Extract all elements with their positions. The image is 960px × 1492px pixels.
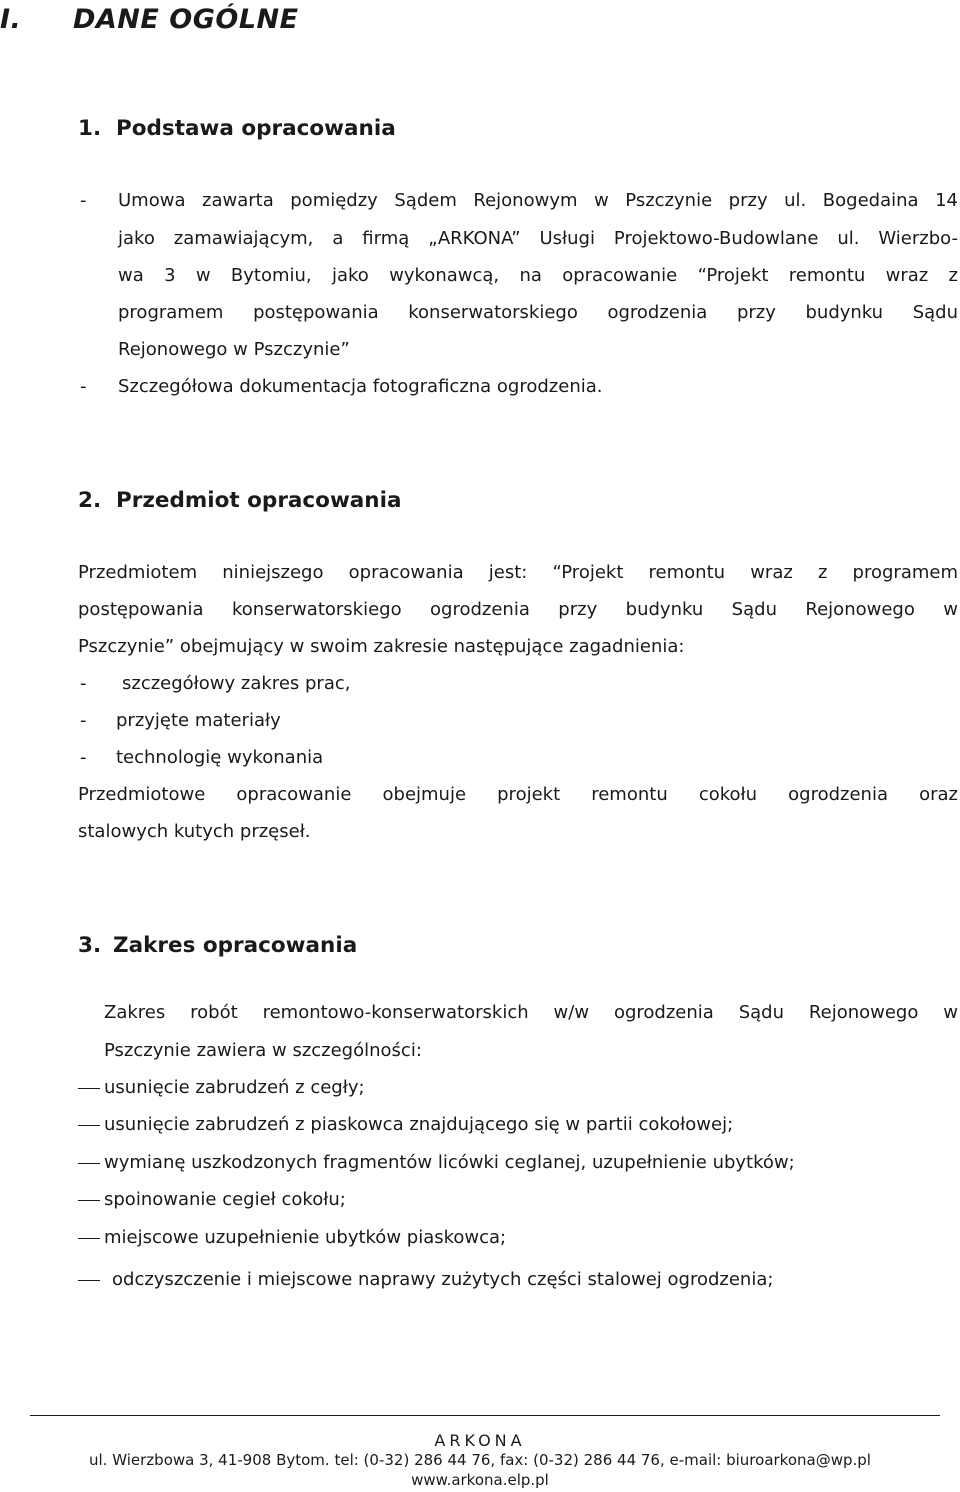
list-item: miejscowe uzupełnienie ubytków piaskowca; xyxy=(104,1227,507,1248)
section1-number: 1. xyxy=(78,116,102,141)
list-item: usunięcie zabrudzeń z piaskowca znajdującego się w partii cokołowej; xyxy=(104,1114,734,1135)
list-item: technologię wykonania xyxy=(116,747,324,768)
list-item-dash xyxy=(78,1280,100,1281)
section3-number: 3. xyxy=(78,933,102,958)
list-item-dash: - xyxy=(80,747,87,768)
chapter-number: I. xyxy=(0,4,22,35)
footer-rule xyxy=(30,1415,940,1416)
bullet-line: Szczegółowa dokumentacja fotograficzna ogrodzenia. xyxy=(118,376,603,397)
paragraph-line: Pszczynie zawiera w szczególności: xyxy=(104,1040,422,1061)
section2-number: 2. xyxy=(78,488,102,513)
list-item-dash: - xyxy=(80,710,87,731)
footer-company: ARKONA xyxy=(434,1431,526,1450)
paragraph-line: Przedmiotowe opracowanie obejmuje projekt remontu cokołu ogrodzenia oraz xyxy=(78,784,958,805)
list-item: usunięcie zabrudzeń z cegły; xyxy=(104,1077,365,1098)
list-item: przyjęte materiały xyxy=(116,710,281,731)
bullet-line: wa 3 w Bytomiu, jako wykonawcą, na opracowanie “Projekt remontu wraz z xyxy=(118,265,958,286)
list-item-dash: - xyxy=(80,673,87,694)
list-item: szczegółowy zakres prac, xyxy=(122,673,351,694)
paragraph-line: Przedmiotem niniejszego opracowania jest: “Projekt remontu wraz z programem xyxy=(78,562,958,583)
bullet-line: Rejonowego w Pszczynie” xyxy=(118,339,350,360)
paragraph-line: stalowych kutych przęseł. xyxy=(78,821,311,842)
list-item-dash xyxy=(78,1088,100,1089)
list-item: wymianę uszkodzonych fragmentów licówki ceglanej, uzupełnienie ubytków; xyxy=(104,1152,795,1173)
footer-address: ul. Wierzbowa 3, 41-908 Bytom. tel: (0-32) 286 44 76, fax: (0-32) 286 44 76, e-mail: biuroarkona@wp.pl xyxy=(89,1451,871,1469)
bullet-dash: - xyxy=(80,376,87,397)
bullet-dash: - xyxy=(80,190,87,211)
list-item-dash xyxy=(78,1125,100,1126)
paragraph-line: Pszczynie” obejmujący w swoim zakresie następujące zagadnienia: xyxy=(78,636,685,657)
list-item: spoinowanie cegieł cokołu; xyxy=(104,1189,346,1210)
list-item: odczyszczenie i miejscowe naprawy zużytych części stalowej ogrodzenia; xyxy=(112,1269,774,1290)
paragraph-line: postępowania konserwatorskiego ogrodzenia przy budynku Sądu Rejonowego w xyxy=(78,599,958,620)
list-item-dash xyxy=(78,1163,100,1164)
paragraph-line: Zakres robót remontowo-konserwatorskich w/w ogrodzenia Sądu Rejonowego w xyxy=(104,1002,958,1023)
list-item-dash xyxy=(78,1238,100,1239)
bullet-line: jako zamawiającym, a firmą „ARKONA” Usługi Projektowo-Budowlane ul. Wierzbo- xyxy=(118,228,958,249)
bullet-line: programem postępowania konserwatorskiego ogrodzenia przy budynku Sądu xyxy=(118,302,958,323)
section2-title: Przedmiot opracowania xyxy=(116,488,402,513)
section1-title: Podstawa opracowania xyxy=(116,116,396,141)
chapter-title: DANE OGÓLNE xyxy=(73,4,299,35)
bullet-line: Umowa zawarta pomiędzy Sądem Rejonowym w Pszczynie przy ul. Bogedaina 14 xyxy=(118,190,958,211)
footer-website[interactable]: www.arkona.elp.pl xyxy=(411,1471,549,1489)
list-item-dash xyxy=(78,1200,100,1201)
section3-title: Zakres opracowania xyxy=(113,933,358,958)
